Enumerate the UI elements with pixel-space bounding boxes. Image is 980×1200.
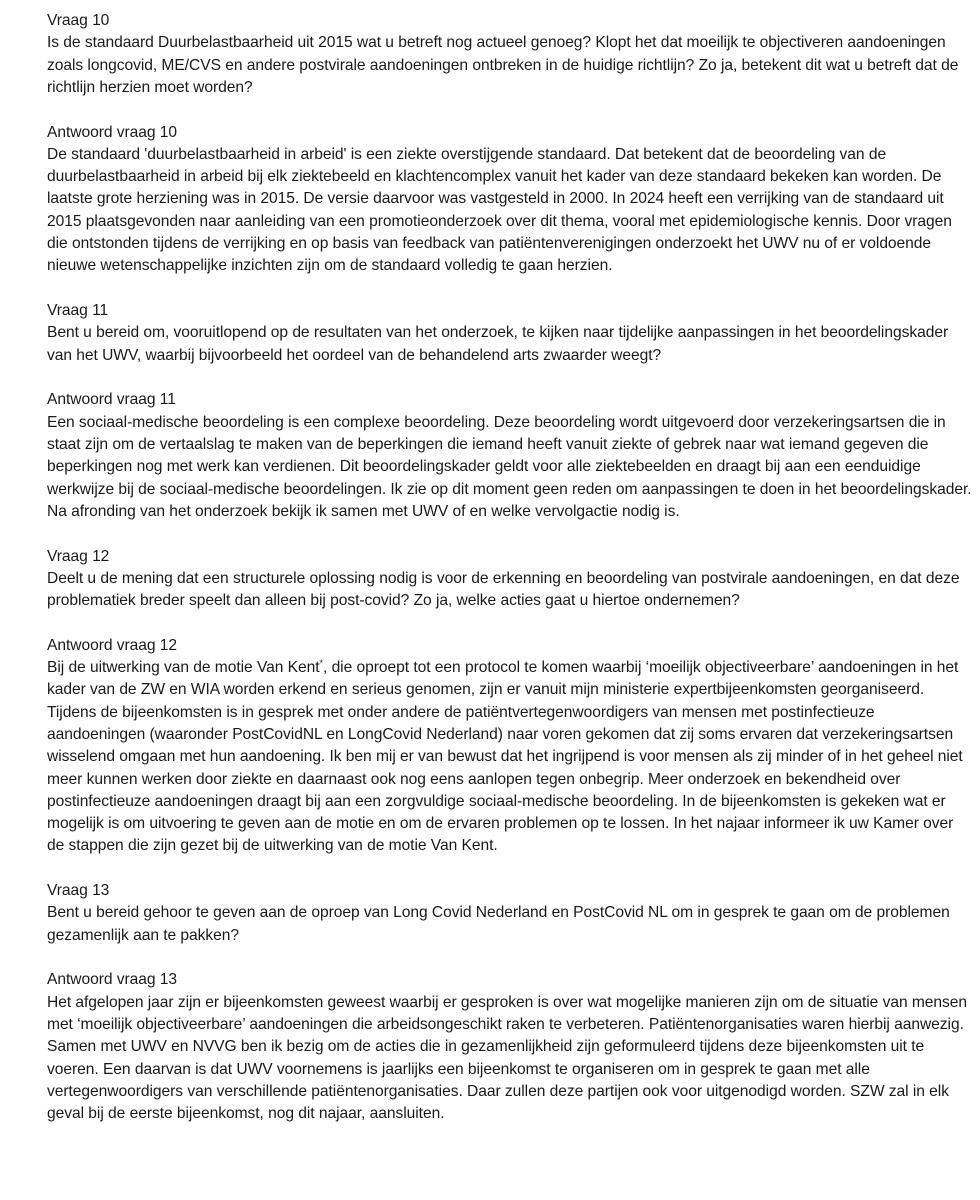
document-page (47, 10, 972, 1148)
question-13-heading: Vraag 13 (47, 882, 110, 900)
footnote-marker: * (319, 658, 323, 669)
question-10-heading: Vraag 10 (47, 12, 110, 29)
question-13-text: Bent u bereid gehoor te geven aan de oproep van Long Covid Nederland en PostCovid NL om in gesprek te gaan om de problemen gezamenlijk aan te pakken? (47, 904, 950, 944)
answer-10-heading: Antwoord vraag 10 (47, 123, 178, 141)
answer-12-text-rest: , die oproept tot een protocol te komen waarbij ‘moeilijk objectiveerbare’ aandoeningen in het kader van de ZW en WIA worden erkend en serieus genomen, zijn er vanuit mijn ministerie expertbijeenkomsten georganiseerd. Tijdens de bijeenkomsten is in gesprek met onder andere de patiëntvertegenwoordigers van mensen met postinfectieuze aandoeningen (waaronder PostCovidNL en LongCovid Nederland) naar voren gekomen dat zij soms ervaren dat verzekeringsartsen wisselend omgaan met hun aandoening. Ik ben mij er van bewust dat het ingrijpend is voor mensen als zij minder of in het geheel niet meer kunnen werken door ziekte en daarnaast ook nog eens aanlopen tegen onbegrip. Meer onderzoek en bekendheid over postinfectieuze aandoeningen draagt bij aan een zorgvuldige sociaal-medische beoordeling. In de bijeenkomsten is gekeken wat er mogelijk is om uitvoering te geven aan de motie en om de ervaren problemen op te lossen. In het najaar informeer ik uw Kamer over de stappen die zijn gezet bij de uitwerking van de motie Van Kent. (47, 659, 963, 855)
answer-11-text: Een sociaal-medische beoordeling is een complexe beoordeling. Deze beoordeling wordt uitgevoerd door verzekeringsartsen die in staat zijn om de vertaalslag te maken van de beperkingen die iemand heeft vanuit ziekte of gebrek naar wat iemand gegeven die beperkingen nog met werk kan verdienen. Dit beoordelingskader geldt voor alle ziektebeelden en draagt bij aan een eenduidige werkwijze bij de sociaal-medische beoordelingen. Ik zie op dit moment geen reden om aanpassingen te doen in het beoordelingskader. Na afronding van het onderzoek bekijk ik samen met UWV of en welke vervolgactie nodig is. (47, 413, 972, 520)
question-12-text: Deelt u de mening dat een structurele oplossing nodig is voor de erkenning en beoordeling van postvirale aandoeningen, en dat deze problematiek breder speelt dan alleen bij post-covid? Zo ja, welke acties gaat u hiertoe ondernemen? (47, 569, 960, 610)
question-12-heading: Vraag 12 (47, 547, 110, 565)
answer-12-text-start: Bij de uitwerking van de motie Van Kent (47, 659, 320, 677)
question-13 (47, 880, 972, 947)
answer-10 (47, 122, 972, 278)
question-11-text: Bent u bereid om, vooruitlopend op de resultaten van het onderzoek, te kijken naar tijdelijke aanpassingen in het beoordelingskader van het UWV, waarbij bijvoorbeeld het oordeel van de behandelend arts zwaarder weegt? (47, 324, 949, 364)
answer-12 (47, 635, 972, 858)
answer-12-heading: Antwoord vraag 12 (47, 636, 178, 654)
question-10 (47, 10, 972, 99)
answer-10-text: De standaard 'duurbelastbaarheid in arbeid' is een ziekte overstijgende standaard. Dat betekent dat de beoordeling van de duurbelastbaarheid in arbeid bij elk ziektebeeld en klachtencomplex vanuit het kader van deze standaard bekeken kan worden. De laatste grote herziening was in 2015. De versie daarvoor was vastgesteld in 2000. In 2024 heeft een verrijking van de standaard uit 2015 plaatsgevonden naar aanleiding van een promotieonderzoek over dit thema, vooral met epidemiologische kennis. Door vragen die ontstonden tijdens de verrijking en op basis van feedback van patiëntenverenigingen onderzoekt het UWV nu of er voldoende nieuwe wetenschappelijke inzichten zijn om de standaard volledig te gaan herzien. (47, 145, 952, 275)
answer-13-heading: Antwoord vraag 13 (47, 971, 178, 989)
answer-13-text: Het afgelopen jaar zijn er bijeenkomsten geweest waarbij er gesproken is over wat mogelijke manieren zijn om de situatie van mensen met ‘moeilijk objectiveerbare’ aandoeningen die arbeidsongeschikt raken te verbeteren. Patiëntenorganisaties waren hierbij aanwezig. Samen met UWV en NVVG ben ik bezig om de acties die in gezamenlijkheid zijn geformuleerd tijdens deze bijeenkomsten uit te voeren. Een daarvan is dat UWV voornemens is jaarlijks een bijeenkomst te organiseren om in gesprek te gaan met alle vertegenwoordigers van verschillende patiëntenorganisaties. Daar zullen deze partijen ook voor uitgenodigd worden. SZW zal in elk geval bij de eerste bijeenkomst, nog dit najaar, aansluiten. (47, 993, 968, 1123)
answer-11-heading: Antwoord vraag 11 (47, 391, 176, 409)
question-11-heading: Vraag 11 (47, 302, 109, 320)
question-10-text: Is de standaard Duurbelastbaarheid uit 2015 wat u betreft nog actueel genoeg? Klopt het dat moeilijk te objectiveren aandoeningen zoals longcovid, ME/CVS en andere postvirale aandoeningen ontbreken in de huidige richtlijn? Zo ja, betekent dit wat u betreft dat de richtlijn herzien moet worden? (47, 34, 959, 96)
answer-12-text (47, 657, 972, 858)
answer-13 (47, 969, 972, 1125)
question-11 (47, 300, 972, 367)
answer-11 (47, 389, 972, 523)
question-12 (47, 546, 972, 613)
